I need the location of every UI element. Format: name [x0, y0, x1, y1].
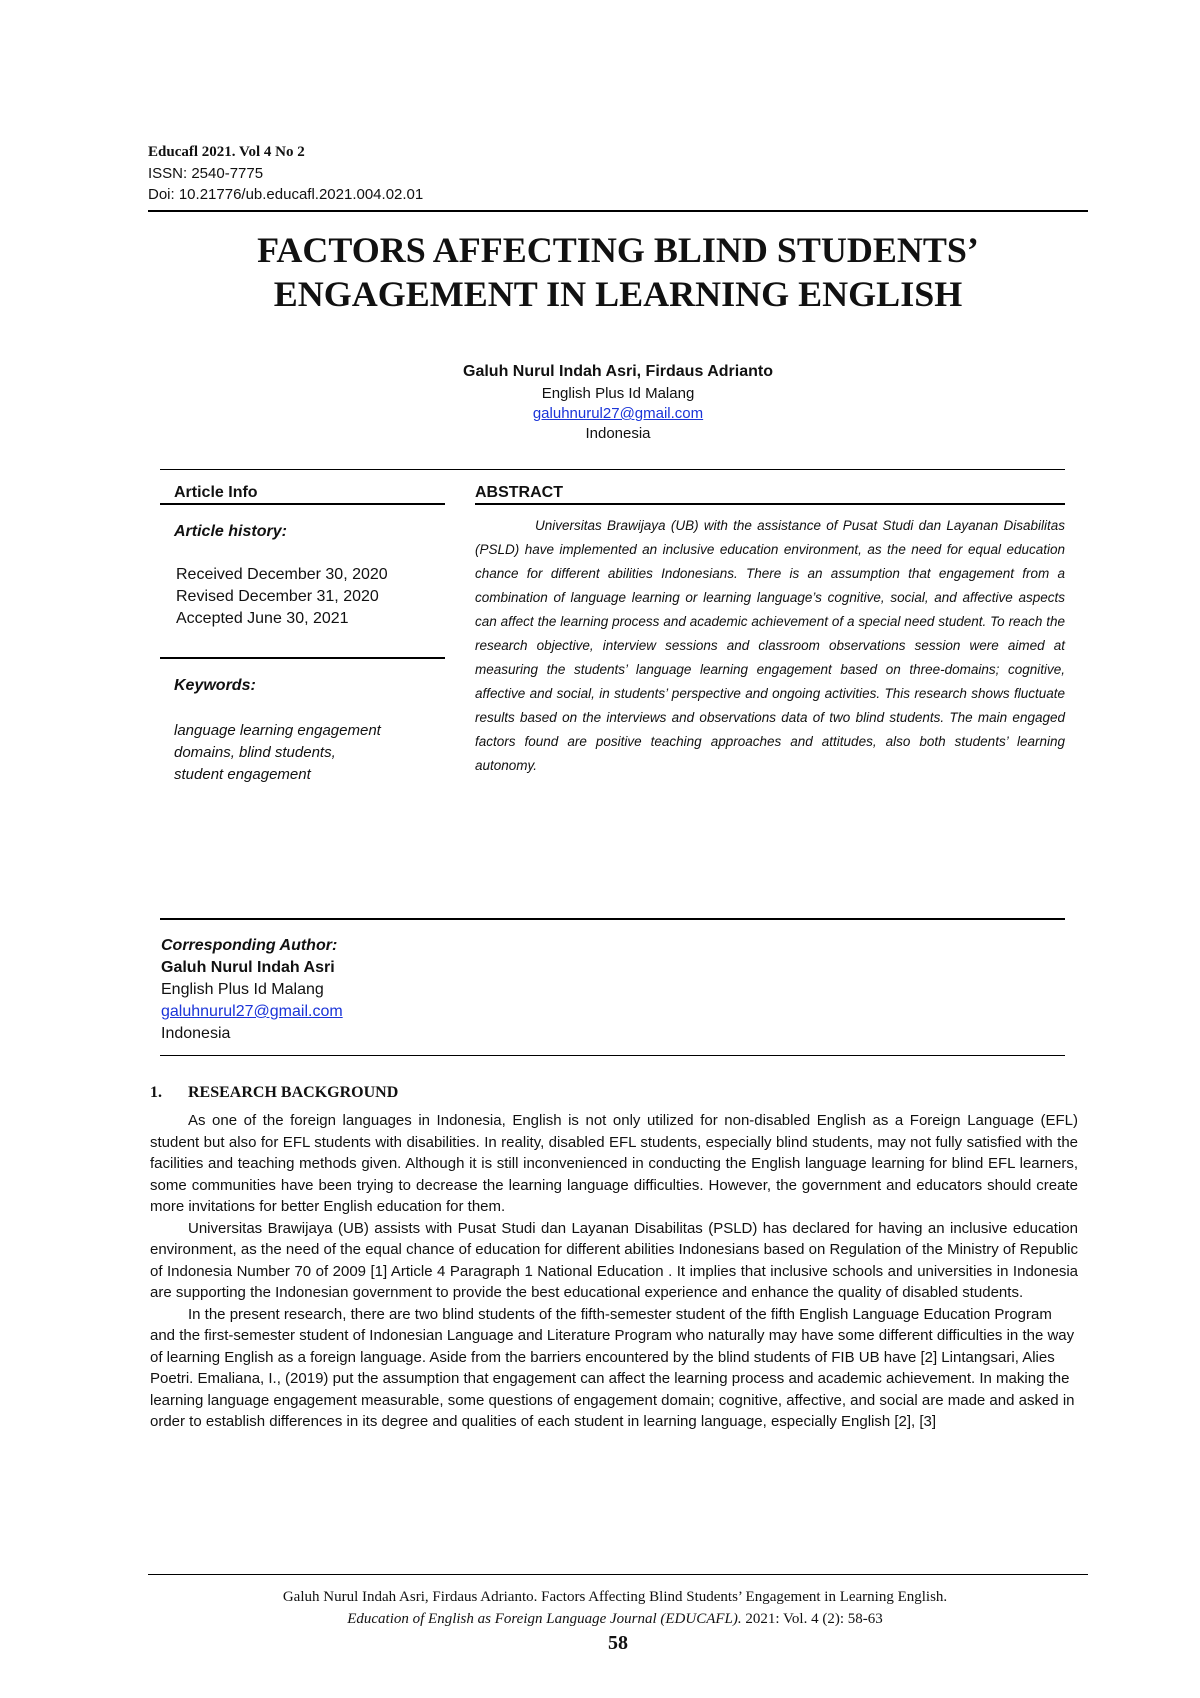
journal-doi: Doi: 10.21776/ub.educafl.2021.004.02.01 — [148, 186, 424, 203]
abstract-text: Universitas Brawijaya (UB) with the assistance of Pusat Studi dan Layanan Disabilitas (PSLD) have implemented an inclusive education environment, as the need for equal education chance for different abilities Indonesians. There is an assumption that engagement from a combination of language learning or learning language’s cognitive, social, and affective aspects can affect the learning process and academic achievement of a special need student. To reach the research objective, interview sessions and classroom observations session were aimed at measuring the students’ language learning engagement based on three-domains; cognitive, affective and social, in students’ perspective and ongoing activities. This research shows fluctuate results based on the interviews and observations data of two blind students. The main engaged factors found are positive teaching approaches and attitudes, also both students’ learning autonomy. — [475, 518, 1065, 773]
body-paragraph: Universitas Brawijaya (UB) assists with Pusat Studi dan Layanan Disabilitas (PSLD) has declared for having an inclusive education environment, as the need of the equal chance of education for different abilities Indonesians based on Regulation of the Ministry of Republic of Indonesia Number 70 of 2009 [1] Article 4 Paragraph 1 National Education . It implies that inclusive schools and universities in Indonesia are supporting the Indonesian government to provide the best educational experience and enhance the quality of disabled students. — [150, 1219, 1078, 1301]
received-date: Received December 30, 2020 — [176, 566, 388, 583]
author-names: Galuh Nurul Indah Asri, Firdaus Adrianto — [463, 363, 773, 380]
title-line-2: ENGAGEMENT IN LEARNING ENGLISH — [273, 274, 963, 314]
keywords-line: language learning engagement — [174, 722, 381, 739]
accepted-date: Accepted June 30, 2021 — [176, 610, 349, 627]
info-bottom-divider — [160, 918, 1065, 920]
journal-issn: ISSN: 2540-7775 — [148, 165, 264, 182]
keywords-label: Keywords: — [174, 677, 256, 694]
article-history-label: Article history: — [174, 523, 287, 540]
corresponding-name: Galuh Nurul Indah Asri — [161, 959, 335, 976]
footer-citation — [165, 1586, 1065, 1630]
author-country: Indonesia — [585, 425, 651, 442]
body-paragraph: In the present research, there are two blind students of the fifth-semester student of the fifth English Language Education Program and the first-semester student of Indonesian Language and Literature Program who naturally may have some different difficulties in the way of learning English as a foreign language. Aside from the barriers encountered by the blind students of FIB UB have [2] Lintangsari, Alies Poetri. Emaliana, I., (2019) put the assumption that engagement can affect the learning process and academic achievement. In making the learning language engagement measurable, some questions of engagement domain; cognitive, affective, and social are made and asked in order to establish differences in its degree and qualities of each student in learning language, especially English [2], [3] — [150, 1305, 1075, 1430]
corresponding-divider — [160, 1055, 1065, 1056]
keywords — [174, 720, 381, 786]
section-number: 1. — [150, 1084, 162, 1101]
journal-name: Educafl 2021. Vol 4 No 2 — [148, 144, 305, 160]
abstract-underline — [475, 503, 1065, 505]
title-line-1: FACTORS AFFECTING BLIND STUDENTS’ — [257, 230, 979, 270]
article-info-underline — [160, 503, 445, 505]
author-affiliation: English Plus Id Malang — [541, 385, 695, 402]
section-body — [150, 1110, 1078, 1433]
footer-journal: Education of English as Foreign Language Journal (EDUCAFL). — [347, 1611, 742, 1627]
author-email-link[interactable]: galuhnurul27@gmail.com — [532, 405, 704, 422]
article-info-heading: Article Info — [174, 484, 258, 501]
page-number: 58 — [608, 1632, 628, 1654]
keywords-line: student engagement — [174, 766, 311, 783]
footer-volume: 2021: Vol. 4 (2): 58-63 — [741, 1611, 883, 1627]
author-block — [148, 362, 1088, 444]
section-heading — [150, 1084, 398, 1102]
corresponding-email-link[interactable]: galuhnurul27@gmail.com — [161, 1003, 343, 1020]
paper-title — [148, 228, 1088, 316]
corresponding-country: Indonesia — [161, 1025, 231, 1042]
corresponding-affiliation: English Plus Id Malang — [161, 981, 324, 998]
keywords-line: domains, blind students, — [174, 744, 336, 761]
footer-divider — [148, 1574, 1088, 1575]
corresponding-label: Corresponding Author: — [161, 937, 338, 954]
history-divider — [160, 657, 445, 659]
section-title: RESEARCH BACKGROUND — [188, 1084, 399, 1101]
revised-date: Revised December 31, 2020 — [176, 588, 379, 605]
journal-header — [148, 142, 423, 205]
abstract-heading: ABSTRACT — [475, 484, 563, 501]
article-history — [176, 564, 388, 630]
body-paragraph: As one of the foreign languages in Indonesia, English is not only utilized for non-disabled English as a Foreign Language (EFL) student but also for EFL students with disabilities. In reality, disabled EFL students, especially blind students, may not fully satisfied with the facilities and teaching methods given. Although it is still inconvenienced in conducting the English language learning for blind EFL learners, some communities have been trying to decrease the learning language difficulties. However, the government and educators should create more invitations for better English education for them. — [150, 1112, 1078, 1215]
footer-citation-line: Galuh Nurul Indah Asri, Firdaus Adrianto. Factors Affecting Blind Students’ Engagement in Learning English. — [282, 1589, 948, 1605]
info-top-divider — [160, 469, 1065, 470]
corresponding-author — [161, 935, 343, 1045]
header-divider — [148, 210, 1088, 212]
